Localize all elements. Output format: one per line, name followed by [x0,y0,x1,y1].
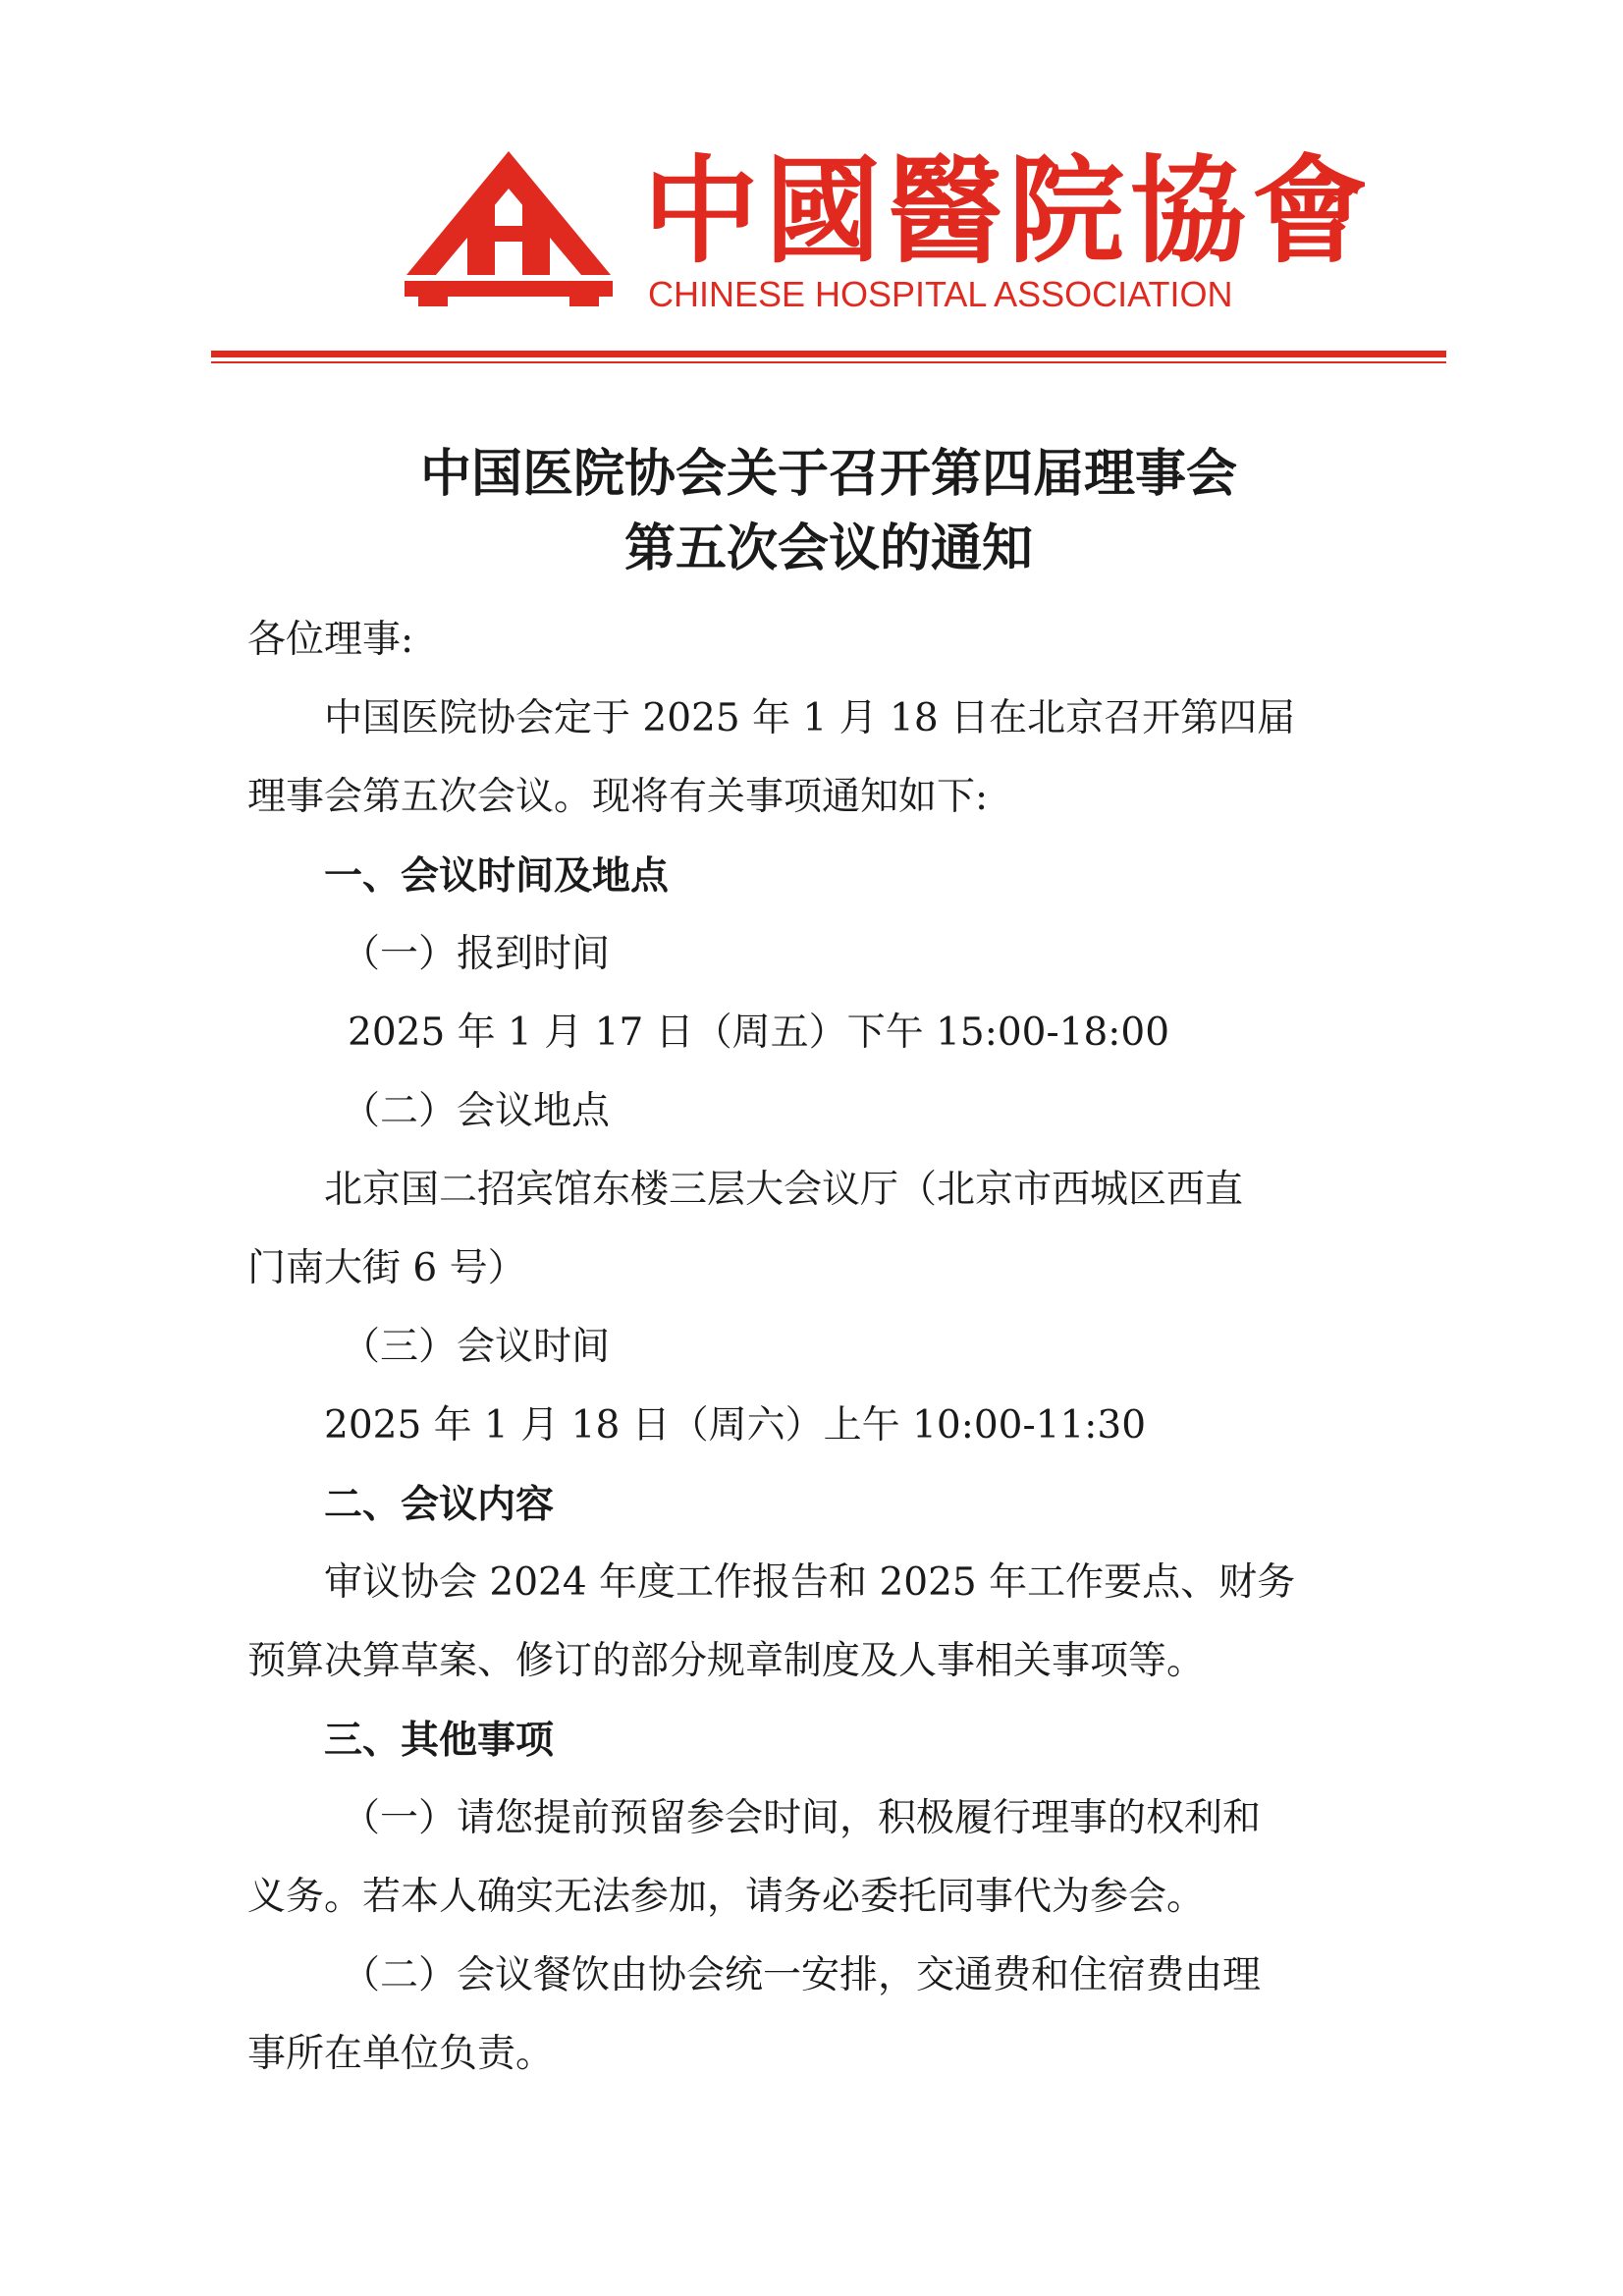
section-1-heading: 一、会议时间及地点 [324,853,670,899]
section-1-sub-1-text: 2025 年 1 月 17 日（周五）下午 15:00-18:00 [348,1011,1170,1055]
section-1-sub-2-text-line-1: 北京国二招宾馆东楼三层大会议厅（北京市西城区西直 [324,1168,1244,1212]
section-1-sub-2-text-line-2: 门南大街 6 号） [247,1246,526,1290]
title-line-1: 中国医院协会关于召开第四届理事会 [419,444,1237,504]
intro-paragraph-line-2: 理事会第五次会议。现将有关事项通知如下: [247,775,989,819]
intro-paragraph-line-1: 中国医院协会定于 2025 年 1 月 18 日在北京召开第四届 [324,696,1296,740]
section-3-item-2-line-2: 事所在单位负责。 [247,2032,555,2076]
section-1-sub-1-heading: （一）报到时间 [342,932,611,976]
association-logo-icon [405,149,613,306]
section-3-heading: 三、其他事项 [324,1718,555,1763]
document-title [211,437,1446,586]
section-3-item-1-line-2: 义务。若本人确实无法参加，请务必委托同事代为参会。 [247,1875,1206,1919]
letterhead [0,0,1623,393]
section-3-item-2-line-1: （二）会议餐饮由协会统一安排，交通费和住宿费由理 [342,1953,1262,1997]
section-3-item-1-line-1: （一）请您提前预留参会时间，积极履行理事的权利和 [342,1796,1262,1840]
section-1-sub-3-heading: （三）会议时间 [342,1325,611,1369]
title-line-2: 第五次会议的通知 [623,519,1033,578]
org-name-chinese: 中國醫院協會 [643,142,1375,279]
section-2-heading: 二、会议内容 [324,1482,555,1527]
section-2-text-line-2: 预算决算草案、修订的部分规章制度及人事相关事项等。 [247,1639,1206,1683]
salutation: 各位理事: [247,618,414,662]
letterhead-divider-thin [211,361,1446,363]
org-name-english: CHINESE HOSPITAL ASSOCIATION [648,274,1233,314]
document-body [247,601,1411,2094]
section-1-sub-2-heading: （二）会议地点 [342,1089,611,1133]
letterhead-divider-thick [211,351,1446,357]
section-2-text-line-1: 审议协会 2024 年度工作报告和 2025 年工作要点、财务 [324,1560,1296,1605]
section-1-sub-3-text: 2025 年 1 月 18 日（周六）上午 10:00-11:30 [324,1403,1147,1448]
